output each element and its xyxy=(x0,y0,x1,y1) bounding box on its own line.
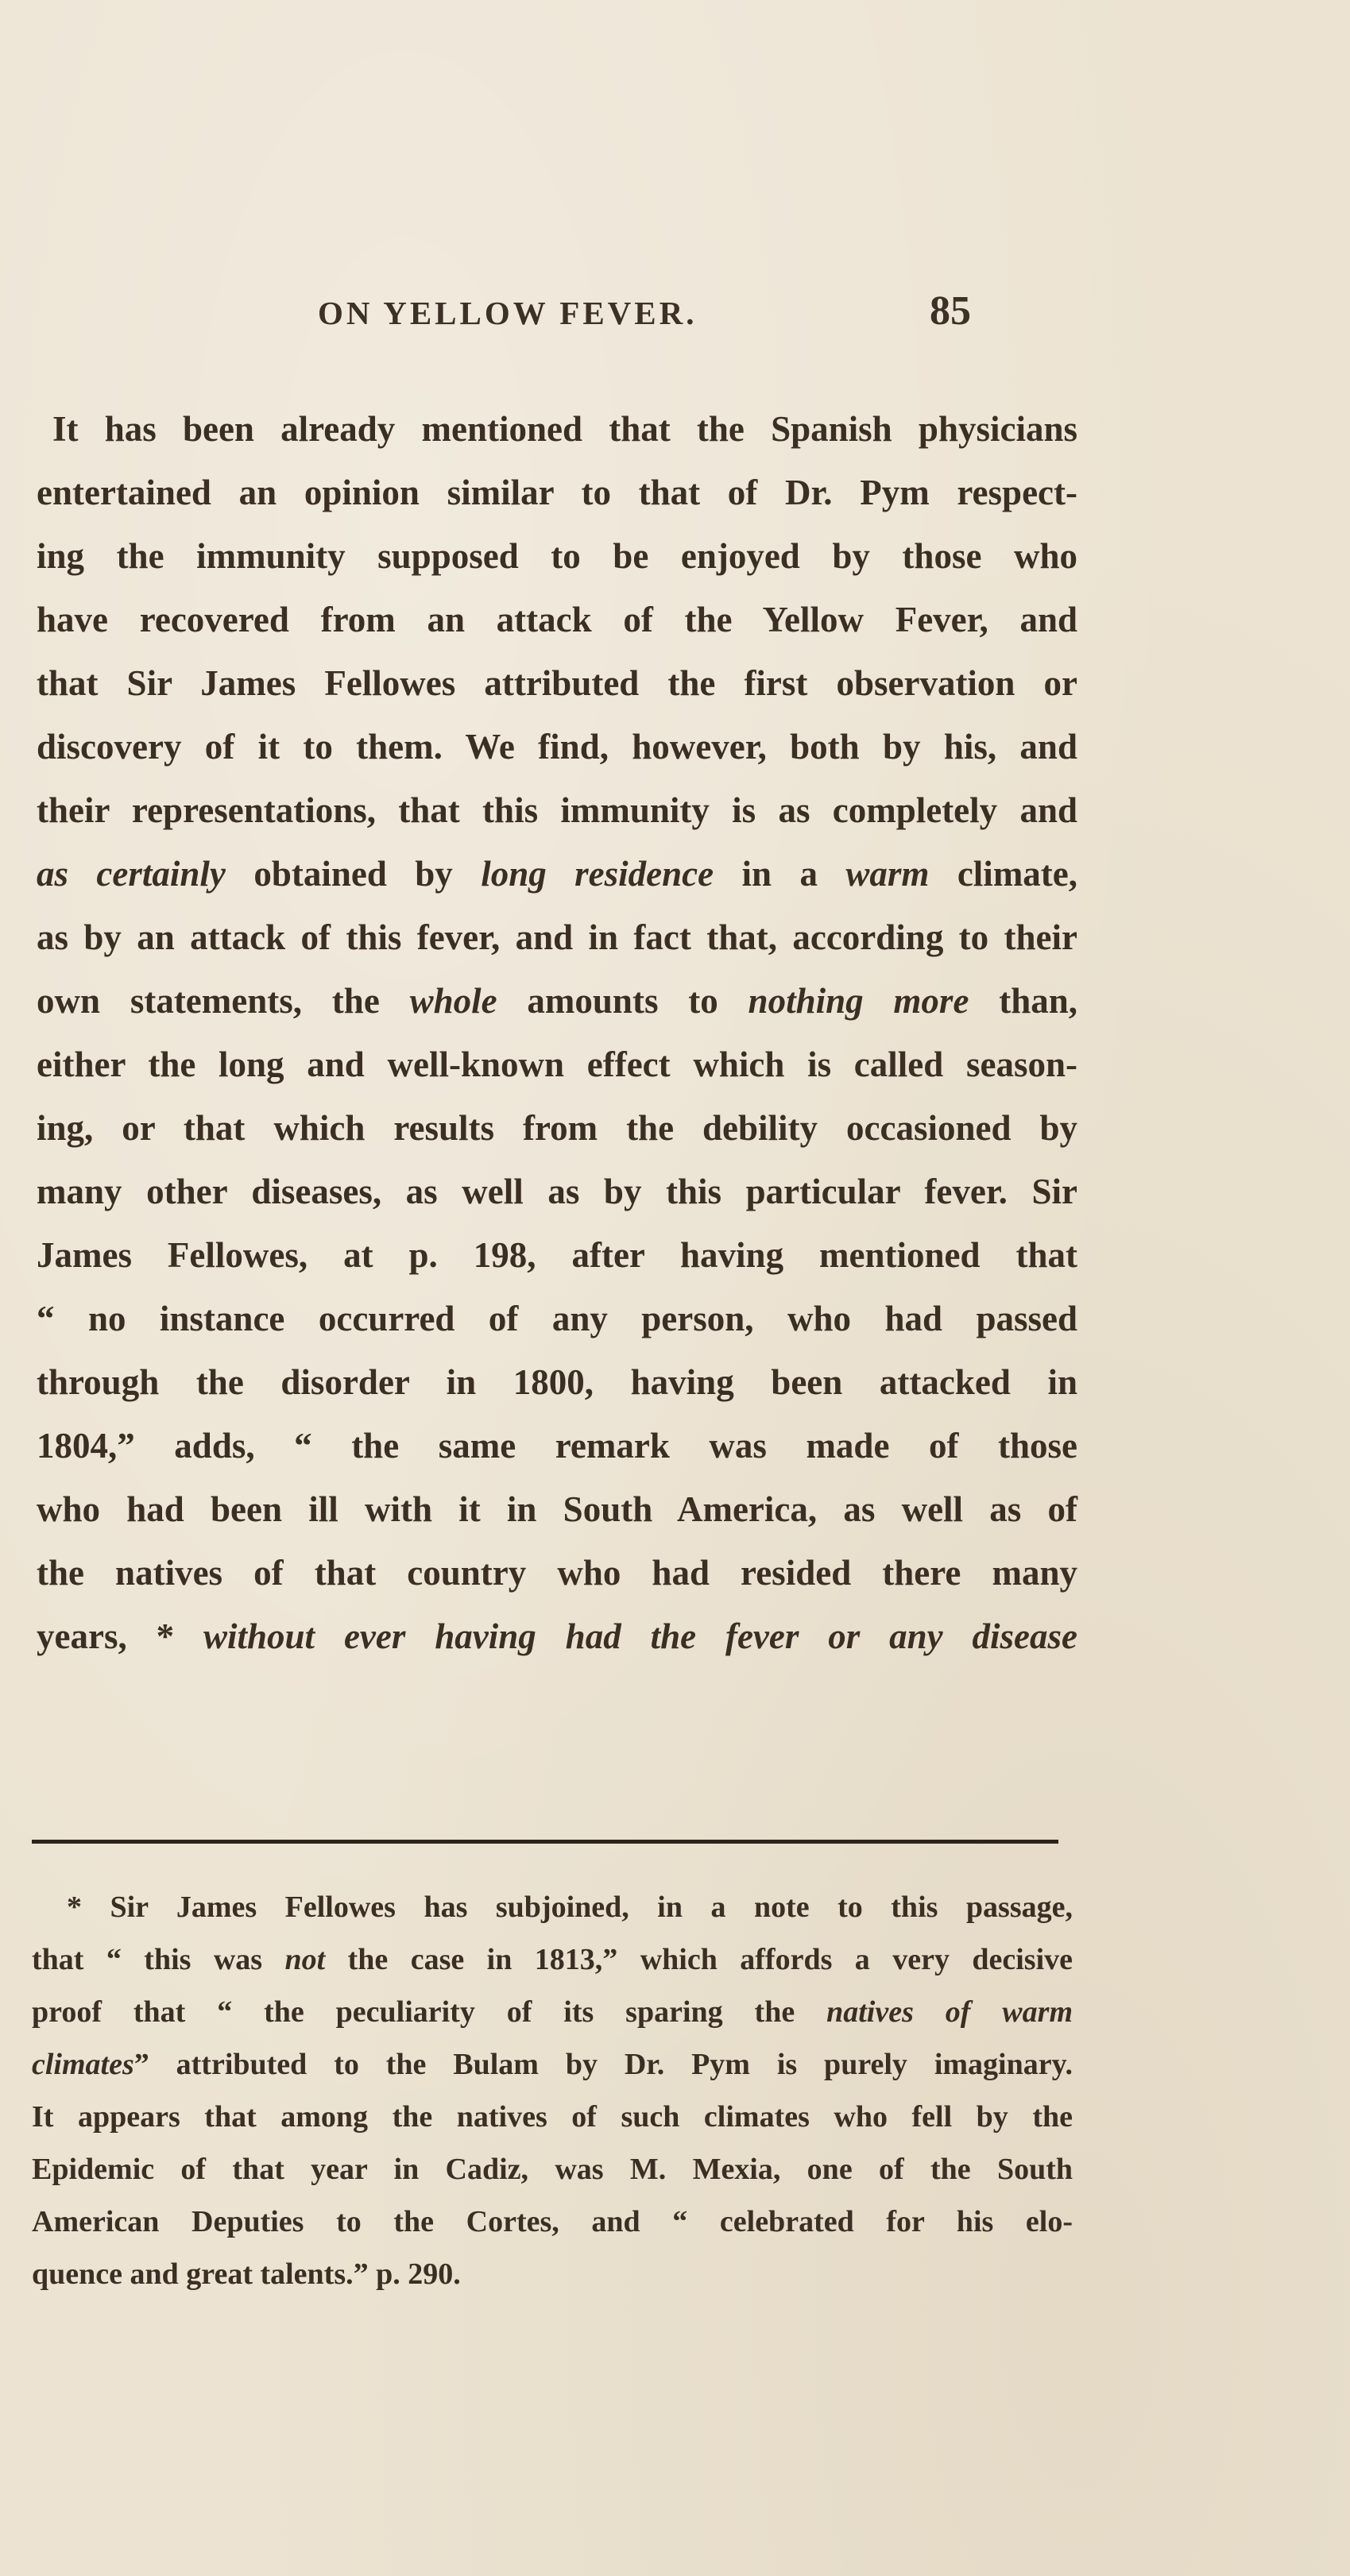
text-line: ing, or that which results from the debility occasioned by xyxy=(37,1108,1077,1148)
text-line: either the long and well-known effect which is called season- xyxy=(37,1045,1077,1084)
text-line: It has been already mentioned that the Spanish physicians xyxy=(52,409,1077,449)
italic-phrase: not xyxy=(284,1943,326,1976)
text-line: their representations, that this immunity is as completely and xyxy=(37,790,1077,830)
text-segment: in a xyxy=(714,854,846,894)
text-line xyxy=(37,1605,1077,1668)
running-title: ON YELLOW FEVER. xyxy=(318,295,698,331)
page-number: 85 xyxy=(930,288,971,334)
text-line: entertained an opinion similar to that of Dr. Pym respect- xyxy=(37,473,1077,512)
italic-phrase: whole xyxy=(409,981,497,1021)
footnote-line xyxy=(32,2038,1073,2091)
text-segment: obtained by xyxy=(225,854,482,894)
text-line: 1804,” adds, “ the same remark was made of those xyxy=(37,1426,1077,1466)
italic-phrase: climates xyxy=(32,2048,134,2081)
text-segment: the case in 1813,” which affords a very decisive xyxy=(325,1943,1073,1976)
text-line: ing the immunity supposed to be enjoyed by those who xyxy=(37,536,1077,576)
text-segment: own statements, the xyxy=(37,981,410,1021)
footnote xyxy=(32,1881,1073,2300)
text-line: through the disorder in 1800, having been attacked in xyxy=(37,1362,1077,1402)
text-line xyxy=(37,969,1077,1033)
italic-phrase: warm xyxy=(845,854,930,894)
footnote-line xyxy=(32,1986,1073,2038)
italic-phrase: as certainly xyxy=(37,854,226,894)
text-line: that Sir James Fellowes attributed the first observation or xyxy=(37,663,1077,703)
italic-phrase: without ever having had the fever or any disease xyxy=(203,1616,1078,1656)
text-line: discovery of it to them. We find, however, both by his, and xyxy=(37,727,1077,767)
text-segment: proof that “ the peculiarity of its sparing the xyxy=(32,1995,827,2029)
text-segment: than, xyxy=(969,981,1078,1021)
text-line: “ no instance occurred of any person, who had passed xyxy=(37,1299,1077,1338)
footnote-line: American Deputies to the Cortes, and “ celebrated for his elo- xyxy=(32,2205,1073,2238)
text-line: many other diseases, as well as by this particular fever. Sir xyxy=(37,1172,1077,1211)
text-line: who had been ill with it in South America, as well as of xyxy=(37,1489,1077,1529)
text-segment: years, * xyxy=(37,1616,203,1656)
text-segment: that “ this was xyxy=(32,1943,285,1976)
text-segment: ” attributed to the Bulam by Dr. Pym is purely imaginary. xyxy=(133,2048,1073,2081)
text-line xyxy=(37,842,1077,906)
footnote-line: It appears that among the natives of such climates who fell by the xyxy=(32,2100,1073,2134)
text-segment: amounts to xyxy=(497,981,748,1021)
footnote-line: quence and great talents.” p. 290. xyxy=(32,2257,461,2291)
italic-phrase: nothing more xyxy=(748,981,969,1021)
text-line: have recovered from an attack of the Yellow Fever, and xyxy=(37,600,1077,639)
footnote-rule xyxy=(32,1840,1058,1844)
text-line: as by an attack of this fever, and in fact that, according to their xyxy=(37,917,1077,957)
footnote-line: * Sir James Fellowes has subjoined, in a note to this passage, xyxy=(67,1890,1073,1924)
text-segment: climate, xyxy=(929,854,1078,894)
text-line: the natives of that country who had resided there many xyxy=(37,1553,1077,1593)
text-line: James Fellowes, at p. 198, after having mentioned that xyxy=(37,1235,1077,1275)
running-head xyxy=(32,288,1064,343)
main-text xyxy=(37,397,1077,1668)
footnote-line xyxy=(32,1933,1073,1986)
italic-phrase: long residence xyxy=(481,854,714,894)
footnote-line: Epidemic of that year in Cadiz, was M. Mexia, one of the South xyxy=(32,2153,1073,2186)
italic-phrase: natives of warm xyxy=(826,1995,1073,2029)
